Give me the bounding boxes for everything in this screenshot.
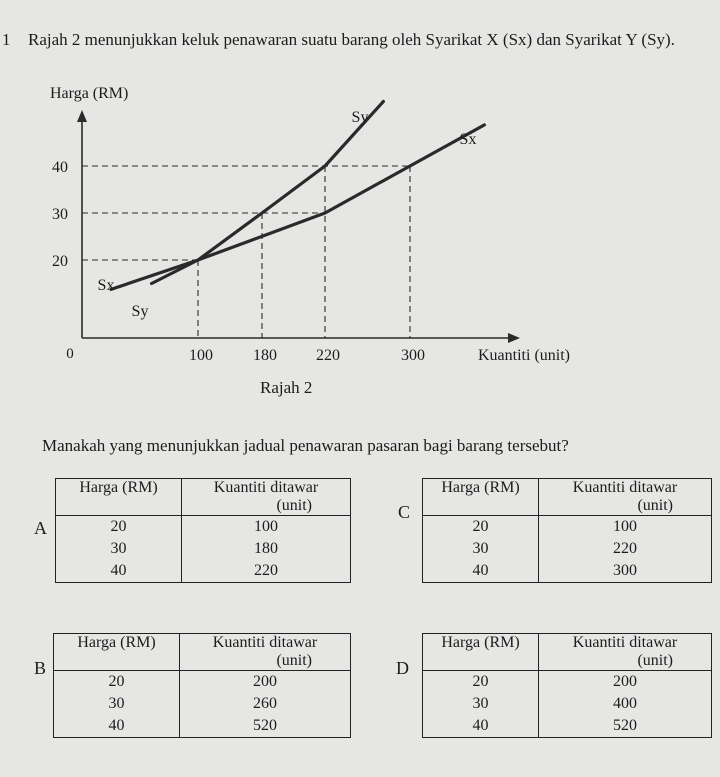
price-cell: 20 <box>423 516 539 539</box>
x-axis-arrow <box>508 333 520 343</box>
header-price: Harga (RM) <box>423 479 539 516</box>
option-a-table[interactable] <box>55 478 351 583</box>
table-row <box>423 671 712 694</box>
quantity-cell: 100 <box>182 516 351 539</box>
option-c-letter[interactable]: C <box>398 502 411 522</box>
quantity-cell: 200 <box>539 671 712 694</box>
y-axis-label: Harga (RM) <box>50 85 129 102</box>
table-row <box>54 671 351 694</box>
header-price: Harga (RM) <box>56 479 182 516</box>
option-d-table[interactable] <box>422 633 712 738</box>
sy-label-top: Sy <box>351 109 369 126</box>
y-tick-label: 40 <box>52 159 68 176</box>
price-cell: 30 <box>56 538 182 560</box>
table-row <box>423 516 712 539</box>
header-quantity: Kuantiti ditawar (unit) <box>539 634 712 671</box>
quantity-cell: 260 <box>180 693 351 715</box>
option-a-letter[interactable]: A <box>34 518 47 538</box>
sy-label-bottom: Sy <box>131 303 149 320</box>
quantity-cell: 220 <box>539 538 712 560</box>
sx-label-top: Sx <box>459 131 477 148</box>
sx-label-bottom: Sx <box>97 277 115 294</box>
quantity-cell: 180 <box>182 538 351 560</box>
price-cell: 40 <box>54 715 180 738</box>
table-row <box>54 693 351 715</box>
option-c-table[interactable] <box>422 478 712 583</box>
option-b-table[interactable] <box>53 633 351 738</box>
table-row <box>423 715 712 738</box>
option-d-letter[interactable]: D <box>396 658 409 678</box>
price-cell: 40 <box>56 560 182 583</box>
price-cell: 30 <box>54 693 180 715</box>
table-row <box>54 715 351 738</box>
table-row <box>423 560 712 583</box>
price-cell: 40 <box>423 560 539 583</box>
question-number: 1 <box>2 30 11 49</box>
header-quantity: Kuantiti ditawar (unit) <box>539 479 712 516</box>
quantity-cell: 520 <box>539 715 712 738</box>
quantity-cell: 520 <box>180 715 351 738</box>
quantity-cell: 300 <box>539 560 712 583</box>
price-cell: 30 <box>423 693 539 715</box>
header-price: Harga (RM) <box>54 634 180 671</box>
question-prompt: Manakah yang menunjukkan jadual penawaran pasaran bagi barang tersebut? <box>42 436 569 455</box>
question-text: Rajah 2 menunjukkan keluk penawaran suatu barang oleh Syarikat X (Sx) dan Syarikat Y (Sy). <box>28 30 675 49</box>
table-row <box>56 560 351 583</box>
x-tick-label: 300 <box>401 347 425 364</box>
quantity-cell: 100 <box>539 516 712 539</box>
x-axis-label: Kuantiti (unit) <box>478 347 570 364</box>
quantity-cell: 220 <box>182 560 351 583</box>
x-tick-label: 180 <box>253 347 277 364</box>
table-row <box>56 516 351 539</box>
header-quantity: Kuantiti ditawar (unit) <box>180 634 351 671</box>
sy-curve <box>152 101 384 283</box>
origin-label: 0 <box>66 346 74 362</box>
price-cell: 20 <box>54 671 180 694</box>
price-cell: 20 <box>423 671 539 694</box>
quantity-cell: 400 <box>539 693 712 715</box>
figure-caption: Rajah 2 <box>260 378 313 397</box>
price-cell: 20 <box>56 516 182 539</box>
table-row <box>423 538 712 560</box>
price-cell: 40 <box>423 715 539 738</box>
x-tick-label: 220 <box>316 347 340 364</box>
y-axis-arrow <box>77 110 87 122</box>
sx-curve <box>111 125 484 290</box>
header-quantity: Kuantiti ditawar (unit) <box>182 479 351 516</box>
table-row <box>423 693 712 715</box>
table-row <box>56 538 351 560</box>
option-b-letter[interactable]: B <box>34 658 47 678</box>
x-tick-label: 100 <box>189 347 213 364</box>
header-price: Harga (RM) <box>423 634 539 671</box>
quantity-cell: 200 <box>180 671 351 694</box>
price-cell: 30 <box>423 538 539 560</box>
y-tick-label: 30 <box>52 206 68 223</box>
y-tick-label: 20 <box>52 253 68 270</box>
